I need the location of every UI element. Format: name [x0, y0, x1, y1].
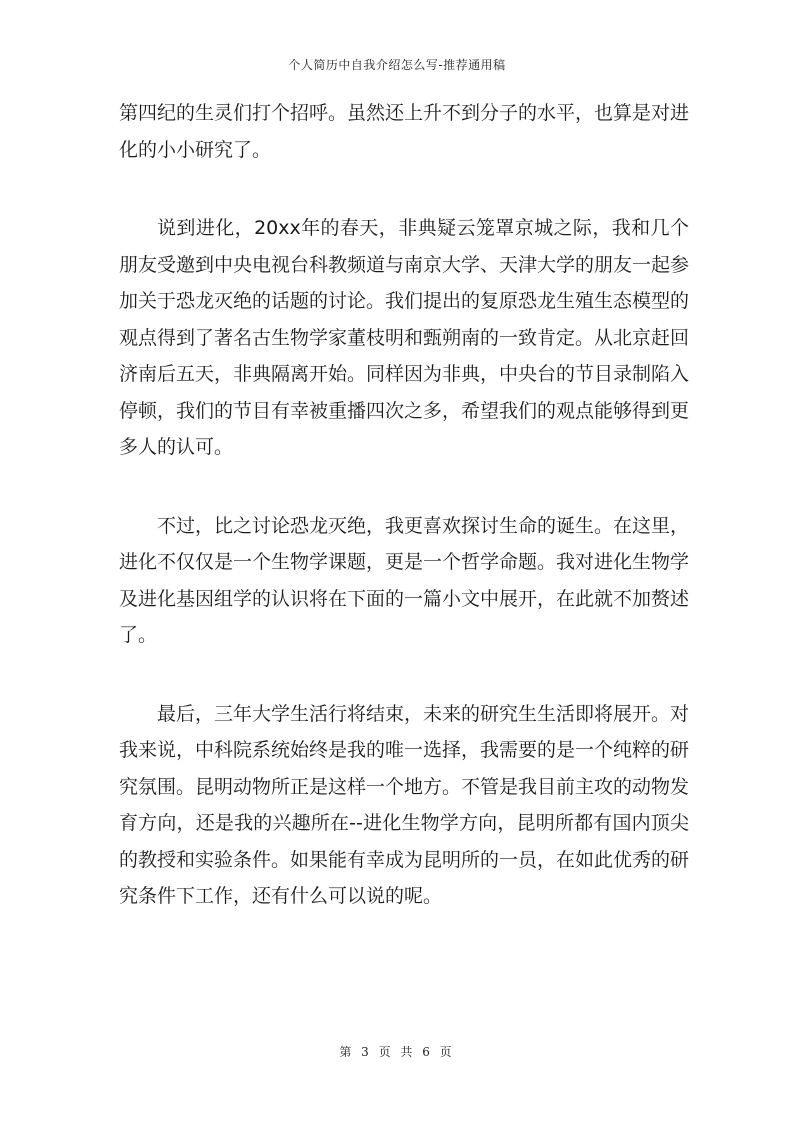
page-header: 个人简历中自我介绍怎么写-推荐通用稿 [288, 58, 506, 72]
paragraph-evolution-discussion: 说到进化，20xx年的春天，非典疑云笼罩京城之际，我和几个朋友受邀到中央电视台科教频道与南京大学、天津大学的朋友一起参加关于恐龙灭绝的话题的讨论。我们提出的复原恐龙生殖生态模型的观点得到了著名古生物学家董枝明和甄朔南的一致肯定。从北京赶回济南后五天，非典隔离开始。同样因为非典，中央台的节目录制陷入停顿，我们的节目有幸被重播四次之多，希望我们的观点能够得到更多人的认可。 [119, 217, 690, 458]
page-number: 第 3 页 共 6 页 [339, 1045, 455, 1059]
document-body [119, 95, 689, 915]
paragraph-origin-of-life: 不过，比之讨论恐龙灭绝，我更喜欢探讨生命的诞生。在这里，进化不仅仅是一个生物学课题，更是一个哲学命题。我对进化生物学及进化基因组学的认识将在下面的一篇小文中展开，在此就不加赘述了。 [119, 514, 690, 646]
paragraph-spacer [119, 654, 689, 696]
paragraph-continued: 第四纪的生灵们打个招呼。虽然还上升不到分子的水平，也算是对进化的小小研究了。 [119, 102, 690, 161]
paragraph-spacer [119, 168, 689, 210]
paragraph-conclusion: 最后，三年大学生活行将结束，未来的研究生生活即将展开。对我来说，中科院系统始终是我的唯一选择，我需要的是一个纯粹的研究氛围。昆明动物所正是这样一个地方。不管是我目前主攻的动物发育方向，还是我的兴趣所在--进化生物学方向，昆明所都有国内顶尖的教授和实验条件。如果能有幸成为昆明所的一员，在如此优秀的研究条件下工作，还有什么可以说的呢。 [119, 702, 690, 907]
paragraph-spacer [119, 466, 689, 508]
